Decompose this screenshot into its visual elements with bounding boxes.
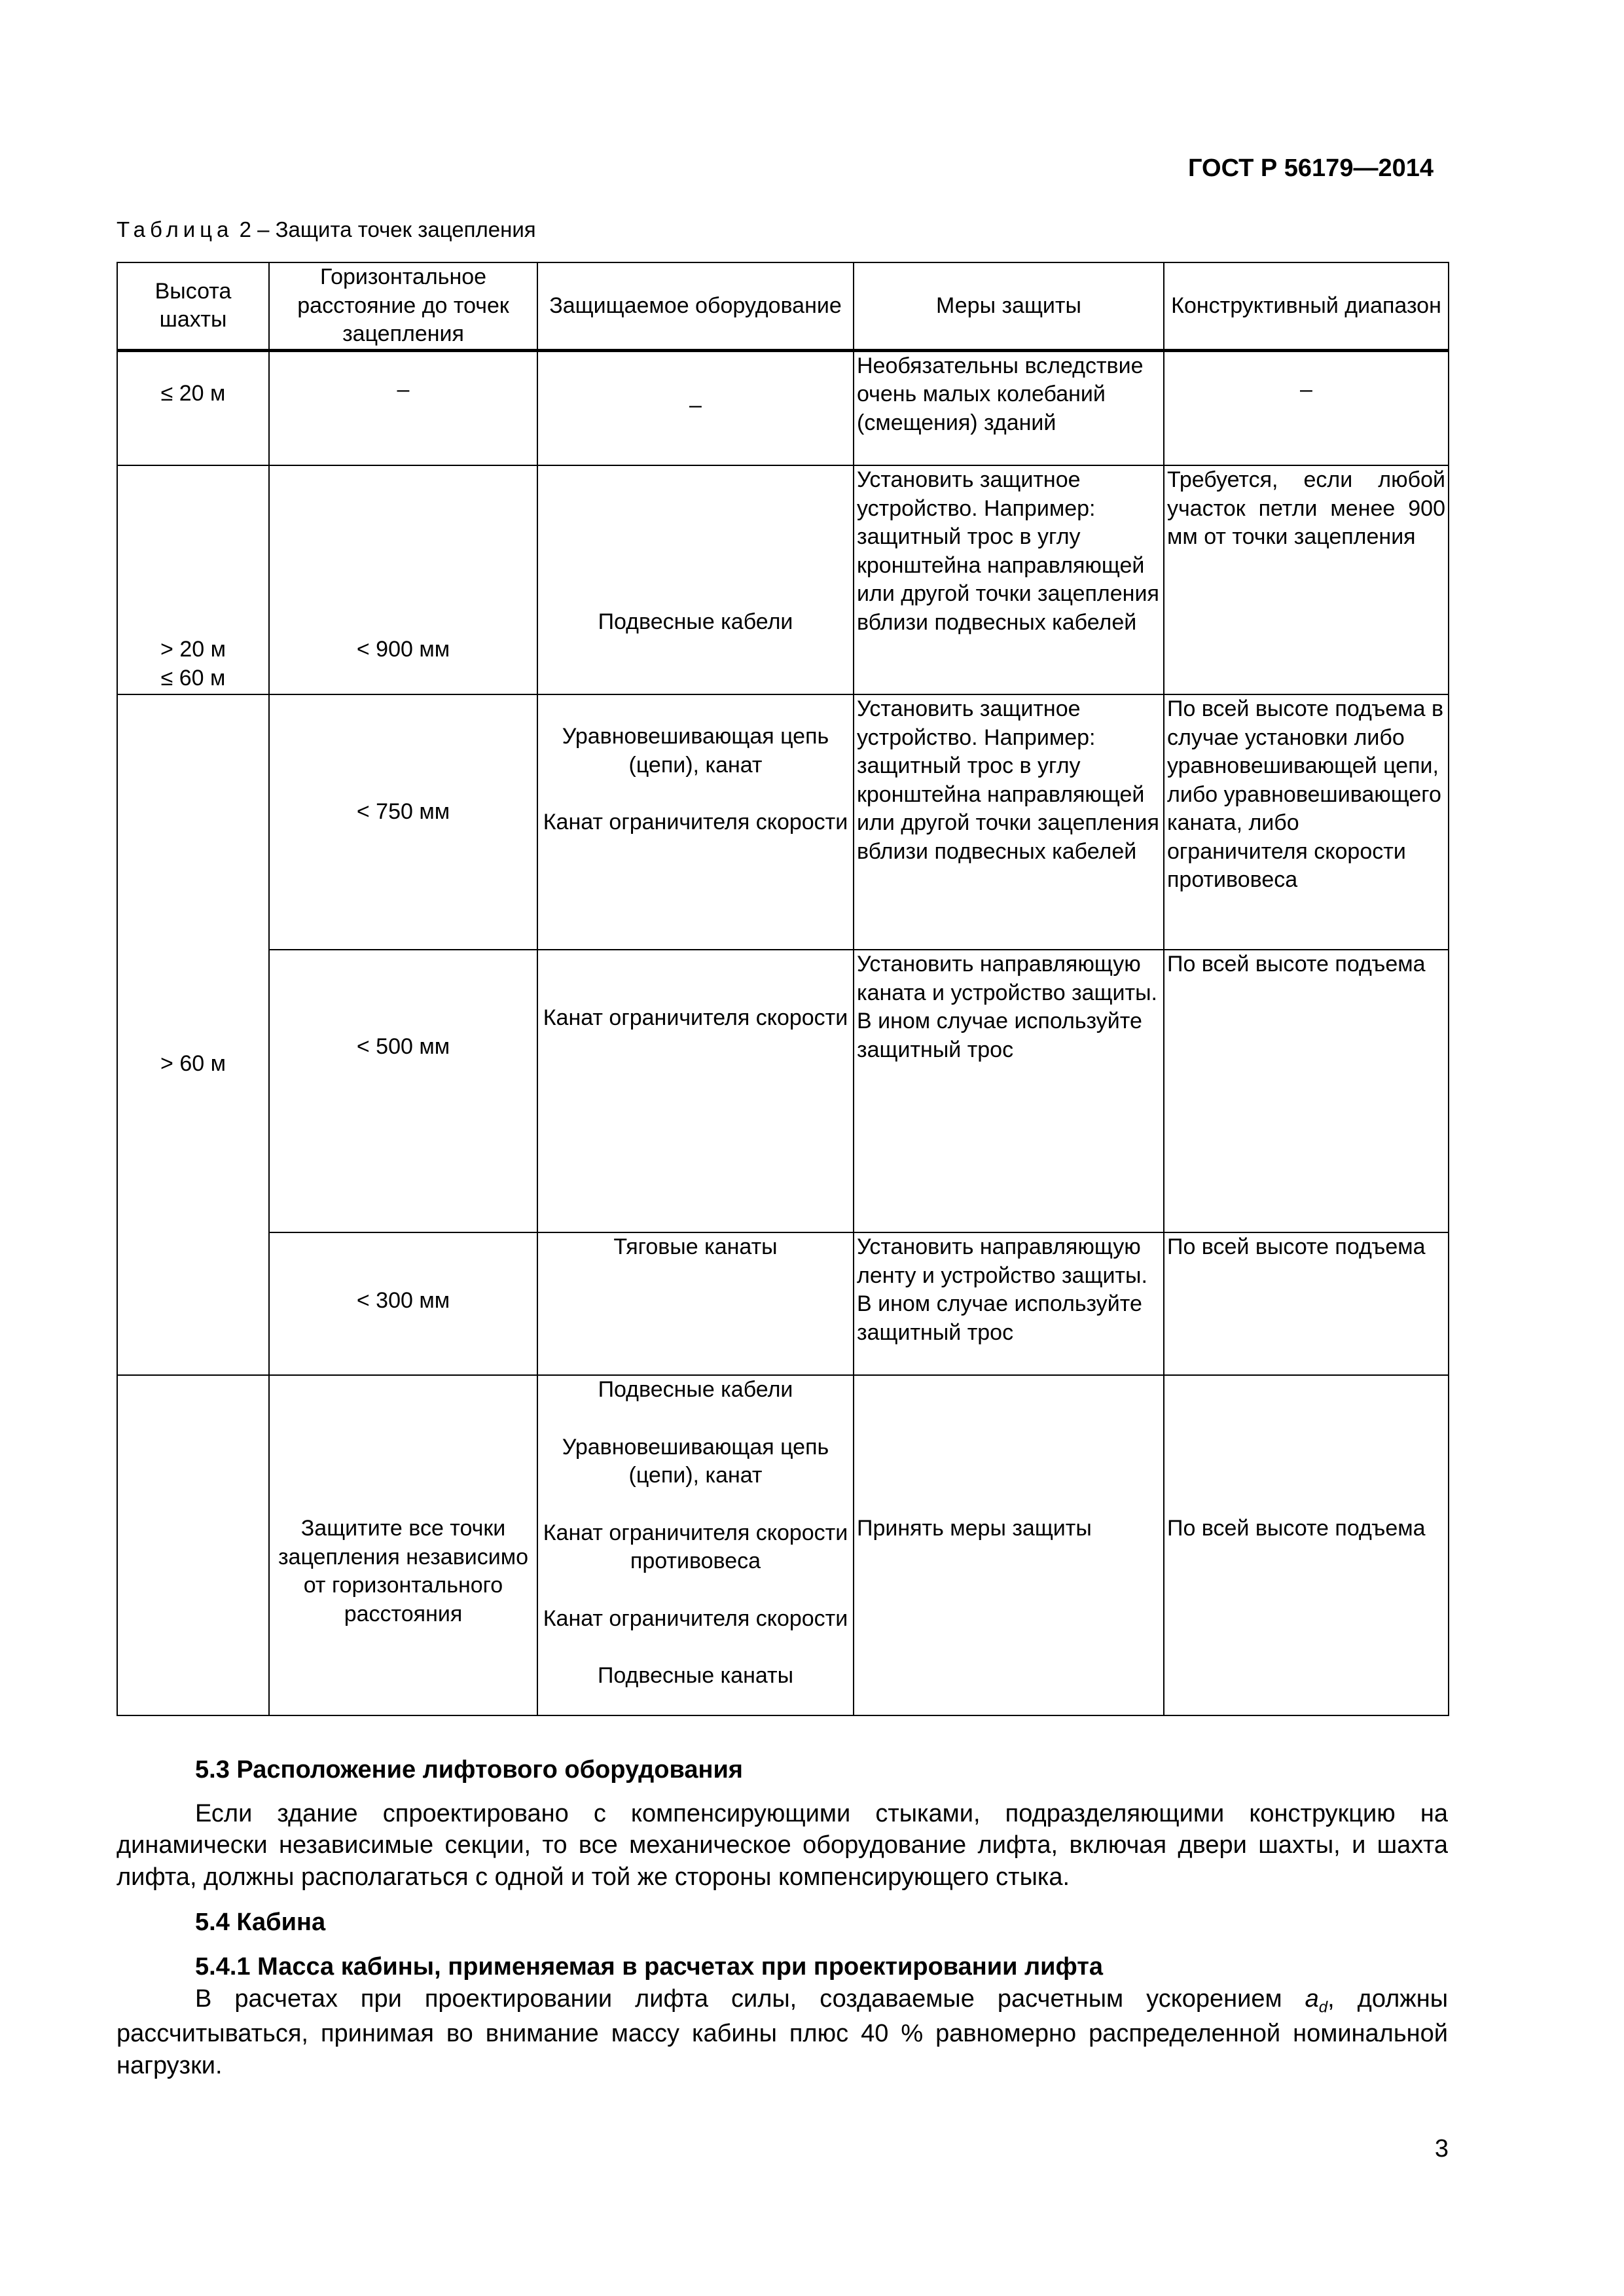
equipment-line: Канат ограничителя скорости противовеса [543,1520,848,1574]
cell-equipment [537,694,854,950]
section-paragraph: Если здание спроектировано с компенсирующими стыками, подразделяющими конструкцию на динамически независимые секции, то все механическое оборудование лифта, включая двери шахты, и шахта лифта, должны располагаться с одной и той же стороны компенсирующего стыка. [117,1799,1448,1891]
cell-distance: < 500 мм [269,950,537,1232]
cell-distance: – [269,350,537,465]
section-title: 5.3 Расположение лифтового оборудования [195,1756,743,1784]
cell-range: По всей высоте подъема [1164,1232,1449,1375]
equipment-line: Подвесные кабели [598,1377,793,1403]
section-title: 5.4 Кабина [195,1908,326,1936]
cell-equipment [537,1375,854,1715]
table-row [117,350,1449,465]
cell-measures: Принять меры защиты [854,1375,1164,1715]
equipment-line: Подвесные канаты [597,1663,794,1689]
cell-equipment: Тяговые канаты [537,1232,854,1375]
cell-measures: Необязательны вследствие очень малых колебаний (смещения) зданий [854,350,1164,465]
cell-range: – [1164,350,1449,465]
cell-height-line: > 20 м [160,637,226,662]
table-row [117,1375,1449,1715]
equipment-line: Канат ограничителя скорости [543,810,848,835]
acceleration-symbol: a [1305,1984,1319,2013]
table-row [117,465,1449,694]
equipment-line: Уравновешивающая цепь (цепи), канат [562,1434,829,1488]
line-gap [541,1576,850,1605]
cell-height-empty [117,1375,269,1715]
cell-distance: < 750 мм [269,694,537,950]
cell-height: ≤ 20 м [117,350,269,465]
cell-range: По всей высоте подъема [1164,950,1449,1232]
table-caption-text: 2 – Защита точек зацепления [239,217,536,242]
paragraph-text: В расчетах при проектировании лифта силы, создаваемые расчетным ускорением [195,1984,1305,2013]
table-row [117,1232,1449,1375]
table-caption-label: Таблица [117,217,234,242]
document-designation: ГОСТ Р 56179—2014 [1188,154,1434,182]
table-header-row [117,262,1449,350]
cell-equipment: – [537,350,854,465]
equipment-line: Уравновешивающая цепь (цепи), канат [562,724,829,778]
cell-height [117,465,269,694]
cell-equipment: Подвесные кабели [537,465,854,694]
line-gap [541,780,850,808]
line-gap [541,1490,850,1519]
page-number: 3 [1434,2135,1449,2162]
cell-height-line: ≤ 60 м [160,665,226,691]
cell-distance: < 900 мм [269,465,537,694]
paragraph-text: , должны рассчитываться, принимая во внимание массу кабины плюс 40 % равномерно распределенной номинальной нагрузки. [117,1984,1449,2079]
cell-range: Требуется, если любой участок петли менее 900 мм от точки зацепления [1164,465,1449,694]
header-protection-measures: Меры защиты [854,262,1164,350]
table-row [117,694,1449,950]
section-paragraph [117,1983,1448,2082]
header-design-range: Конструктивный диапазон [1164,262,1449,350]
cell-measures: Установить направляющую ленту и устройство защиты. В ином случае используйте защитный трос [854,1232,1164,1375]
cell-distance: Защитите все точки зацепления независимо от горизонтального расстояния [269,1375,537,1715]
cell-distance: < 300 мм [269,1232,537,1375]
cell-measures: Установить направляющую каната и устройство защиты. В ином случае используйте защитный трос [854,950,1164,1232]
header-horizontal-distance: Горизонтальное расстояние до точек зацепления [269,262,537,350]
header-shaft-height: Высота шахты [117,262,269,350]
cell-measures: Установить защитное устройство. Например: защитный трос в углу кронштейна направляющей или другой точки зацепления вблизи подвесных кабелей [854,694,1164,950]
section-title: 5.4.1 Масса кабины, применяемая в расчетах при проектировании лифта [195,1953,1104,1981]
cell-range: По всей высоте подъема в случае установки либо уравновешивающей цепи, либо уравновешивающего каната, либо ограничителя скорости противовеса [1164,694,1449,950]
cell-measures: Установить защитное устройство. Например: защитный трос в углу кронштейна направляющей или другой точки зацепления вблизи подвесных кабелей [854,465,1164,694]
section-5-3 [117,1754,1448,2081]
table-caption [117,217,536,242]
acceleration-subscript: d [1318,1998,1328,2017]
equipment-line: Канат ограничителя скорости [543,1605,848,1631]
cell-range: По всей высоте подъема [1164,1375,1449,1715]
table-row [117,950,1449,1232]
protection-table [117,262,1449,1716]
cell-equipment: Канат ограничителя скорости [537,950,854,1232]
line-gap [541,1405,850,1433]
line-gap [541,1633,850,1662]
header-protected-equipment: Защищаемое оборудование [537,262,854,350]
cell-height: > 60 м [117,694,269,1375]
